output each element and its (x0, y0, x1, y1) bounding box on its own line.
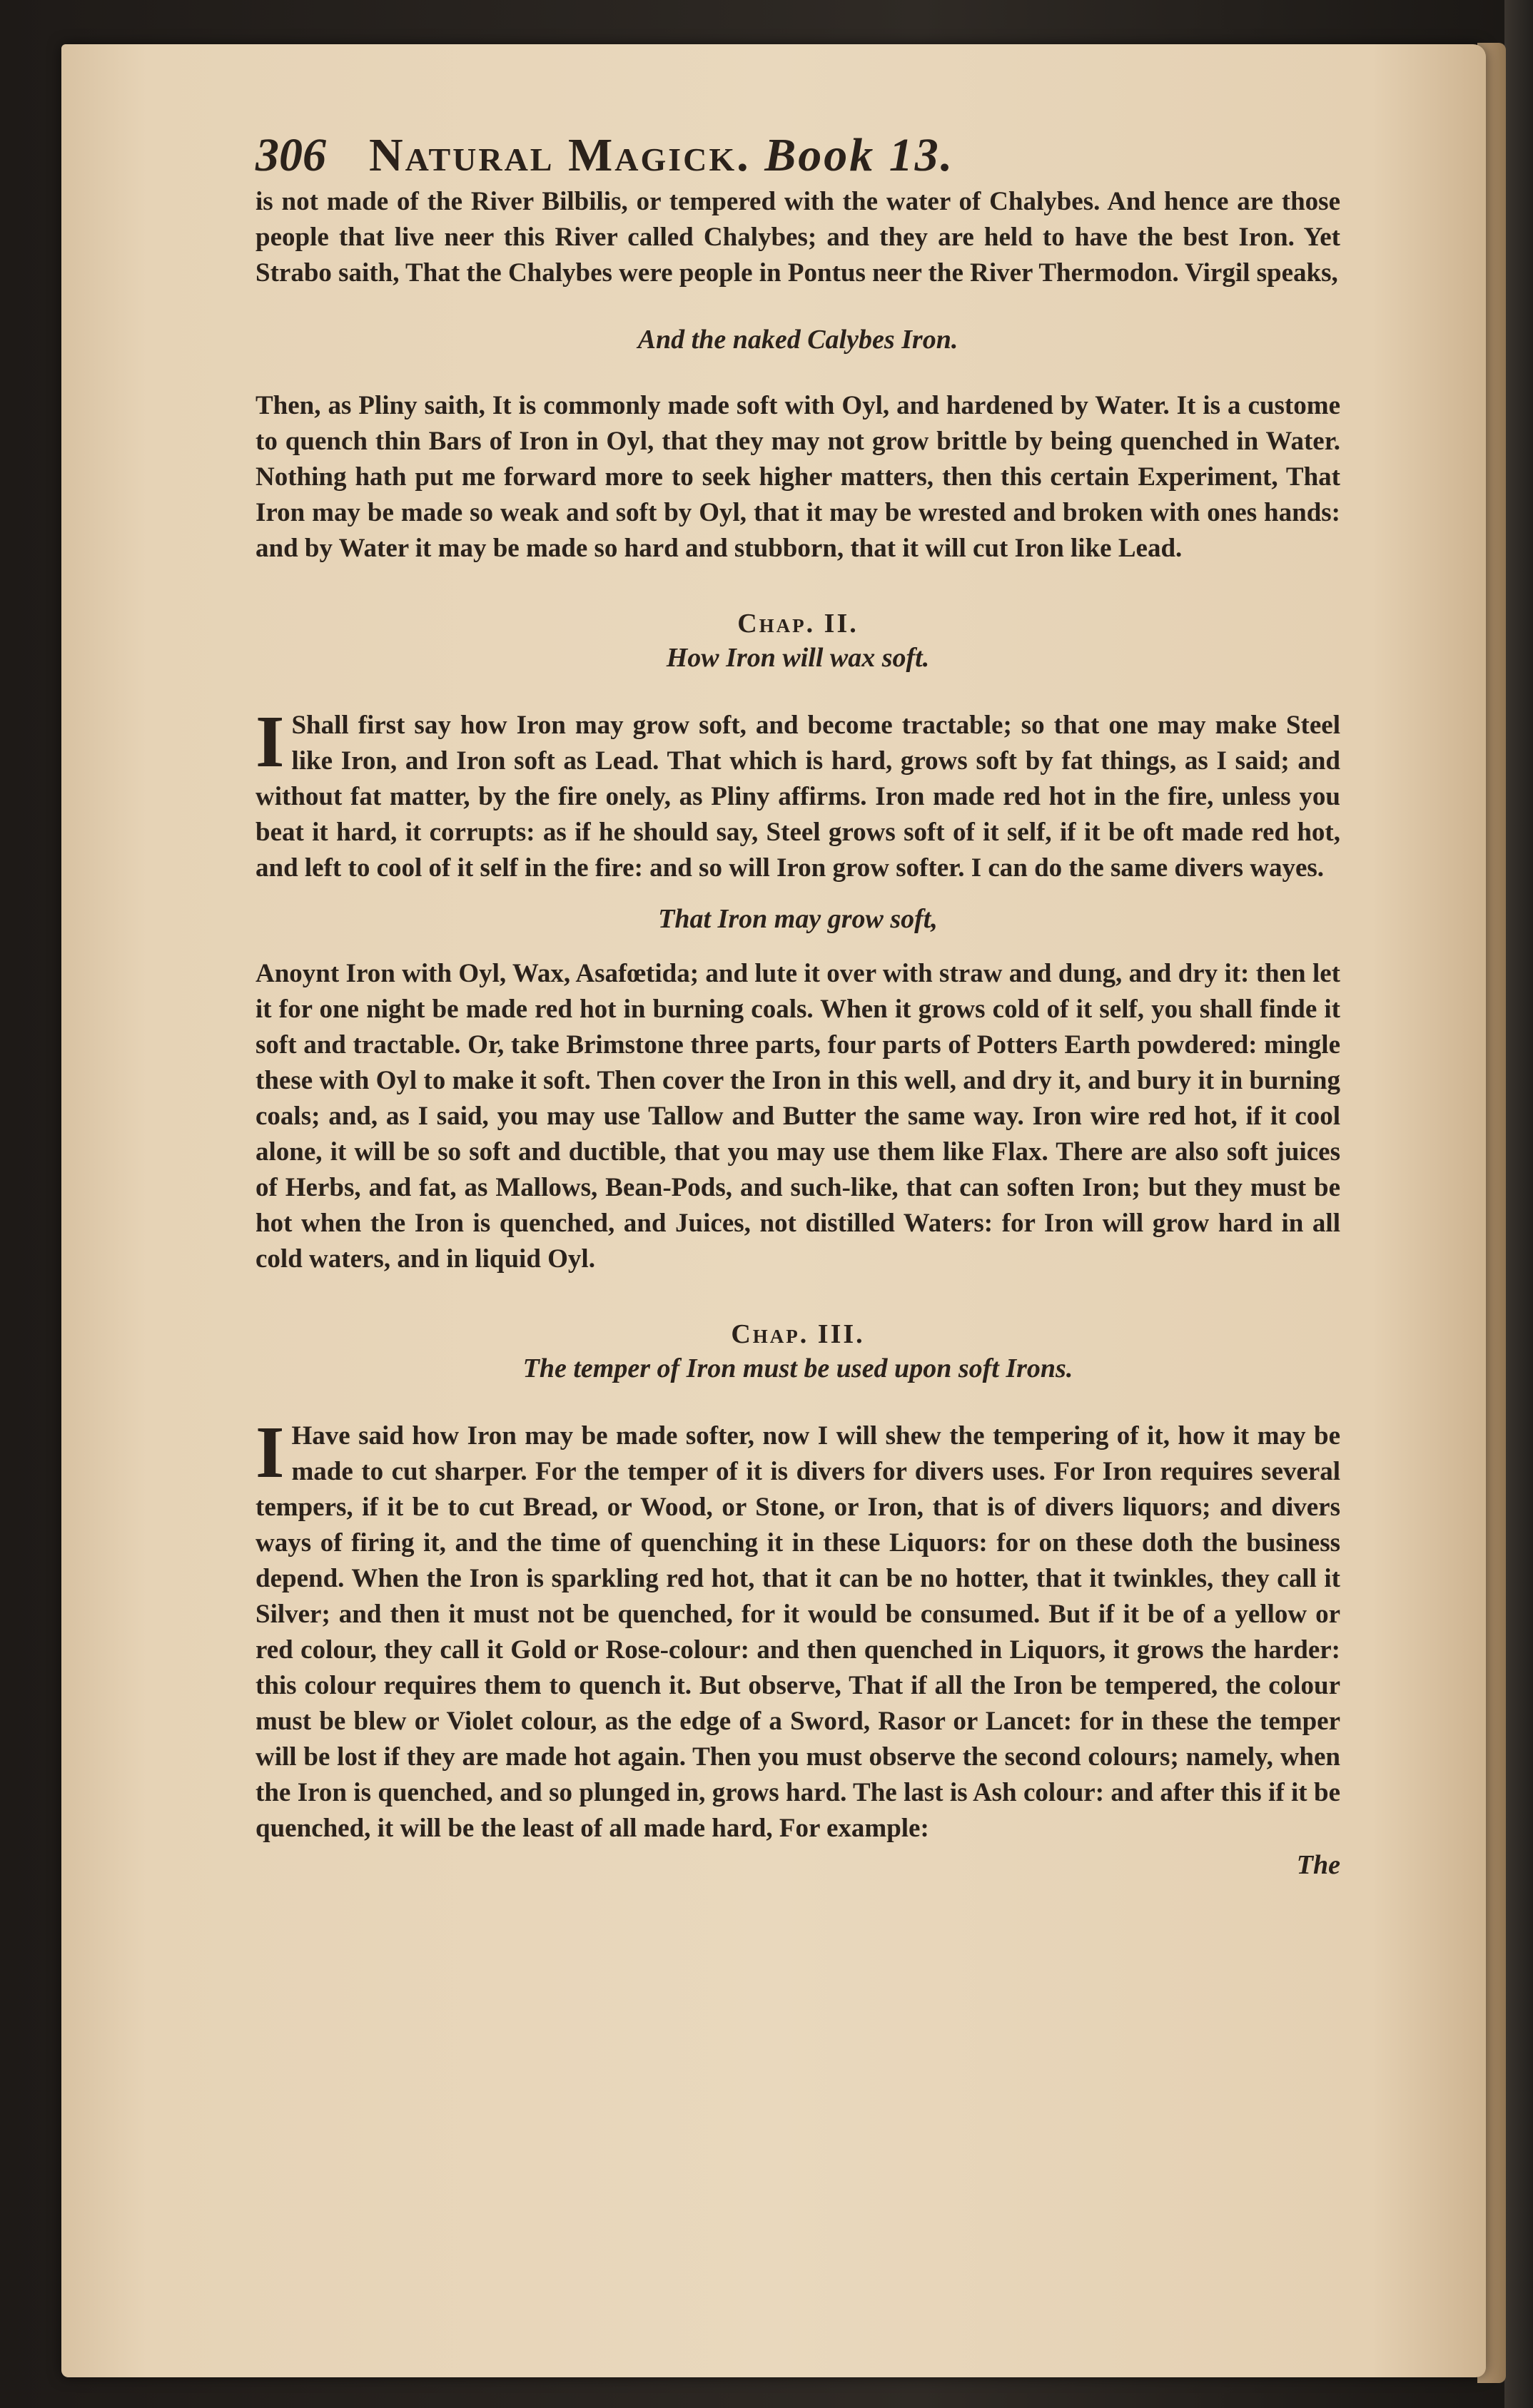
chapter-3-paragraph-1 (256, 1411, 1340, 1846)
chapter-2-paragraph-2: Anoynt Iron with Oyl, Wax, Asafœtida; and lute it over with straw and dung, and dry it: then let it for one night be made red hot in burning coals. When it grows cold of it self, you shall finde it soft and tractable. Or, take Brimstone three parts, four parts of Potters Earth powdered: mingle these with Oyl to make it soft. Then cover the Iron in this well, and dry it, and bury it in burning coals; and, as I said, you may use Tallow and Butter the same way. Iron wire red hot, if it cool alone, it will be so soft and ductible, that you may use them like Flax. There are also soft juices of Herbs, and fat, as Mallows, Bean-Pods, and such-like, that can soften Iron; but they must be hot when the Iron is quenched, and Juices, not distilled Waters: for Iron will grow hard in all cold waters, and in liquid Oyl. (256, 959, 1340, 1274)
catchword: The (1296, 1850, 1340, 1880)
chapter-3-paragraph-1-text: Have said how Iron may be made softer, now I will shew the tempering of it, how it may be made to cut sharper. For the temper of it is divers for divers uses. For Iron requires several tempers, if it be to cut Bread, or Wood, or Stone, or Iron, that is of divers liquors; and divers ways of firing it, and the time of quenching it in these Liquors: for on these doth the business depend. When the Iron is sparkling red hot, that it can be no hotter, that it twinkles, they call it Silver; and then it must not be quenched, for it would be consumed. But if it be of a yellow or red colour, they call it Gold or Rose-colour: and then quenched in Liquors, it grows the harder: this colour requires them to quench it. But observe, That if all the Iron be tempered, the colour must be blew or Violet colour, as the edge of a Sword, Rasor or Lancet: for in these the temper will be lost if they are made hot again. Then you must observe the second colours; namely, when the Iron is quenched, and so plunged in, grows hard. The last is Ash colour: and after this if it be quenched, it will be the least of all made hard, For example: (256, 1421, 1340, 1843)
paragraph-intro: is not made of the River Bilbilis, or tempered with the water of Chalybes. And hence are those people that live neer this River called Chalybes; and they are held to have the best Iron. Yet Strabo saith, That the Chalybes were people in Pontus neer the River Thermodon. Virgil speaks, (256, 187, 1340, 288)
chapter-3-subtitle: The temper of Iron must be used upon soft Irons. (522, 1353, 1073, 1383)
running-title-main: Natural Magick. (369, 129, 751, 181)
running-head (256, 128, 1340, 183)
chapter-2-paragraph-1-text: Shall first say how Iron may grow soft, and become tractable; so that one may make Steel like Iron, and Iron soft as Lead. That which is hard, grows soft by fat things, as I said; and without fat matter, by the fire onely, as Pliny affirms. Iron made red hot in the fire, unless you beat it hard, it corrupts: as if he should say, Steel grows soft of it self, if it be oft made red hot, and left to cool of it self in the fire: and so will Iron grow softer. I can do the same divers wayes. (256, 711, 1340, 883)
chapter-2-subtitle: How Iron will wax soft. (666, 643, 930, 673)
page-text (256, 128, 1340, 1881)
running-title (369, 128, 954, 183)
chapter-2-paragraph-1 (256, 701, 1340, 886)
running-title-book: Book 13. (764, 129, 955, 181)
chapter-2-heading: Chap. II. (737, 609, 859, 639)
paragraph-pliny: Then, as Pliny saith, It is commonly made soft with Oyl, and hardened by Water. It is a custome to quench thin Bars of Iron in Oyl, that they may not grow brittle by being quenched in Water. Nothing hath put me forward more to seek higher matters, then this certain Experiment, That Iron may be made so weak and soft by Oyl, that it may be wrested and broken with ones hands: and by Water it may be made so hard and stubborn, that it will cut Iron like Lead. (256, 391, 1340, 563)
verse-quote: And the naked Calybes Iron. (637, 325, 958, 355)
drop-cap: I (256, 1411, 285, 1493)
page-number: 306 (256, 129, 326, 181)
drop-cap: I (256, 701, 285, 783)
chapter-2-subheading: That Iron may grow soft, (658, 904, 938, 934)
chapter-3-heading: Chap. III. (731, 1319, 865, 1349)
adjacent-page-edge (1504, 0, 1533, 2408)
